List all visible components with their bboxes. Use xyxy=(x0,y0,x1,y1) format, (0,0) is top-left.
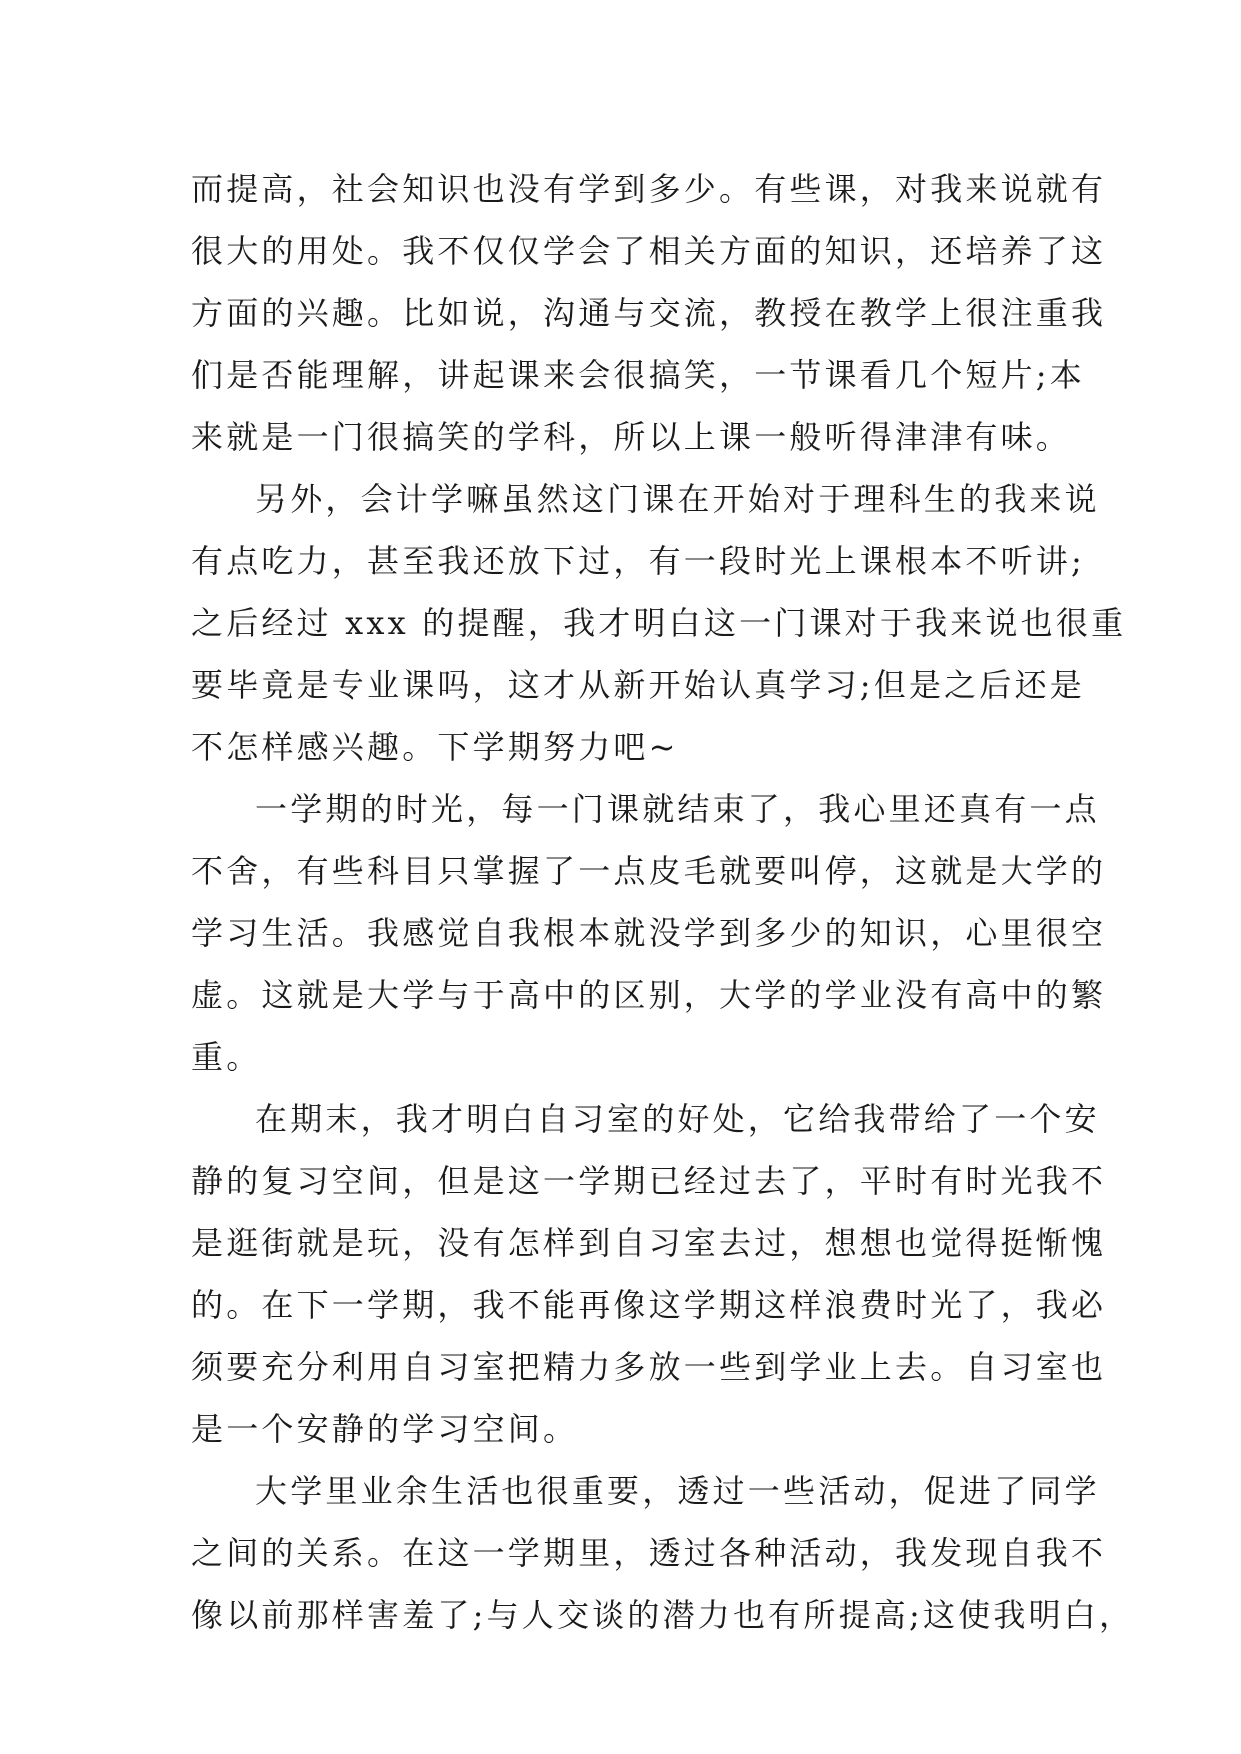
text-line: 的。在下一学期，我不能再像这学期这样浪费时光了，我必 xyxy=(191,1286,1107,1324)
paragraph-first-line: 另外，会计学嘛虽然这门课在开始对于理科生的我来说 xyxy=(255,480,1100,518)
text-line: 很大的用处。我不仅仅学会了相关方面的知识，还培养了这 xyxy=(191,232,1107,270)
text-line: 是逛街就是玩，没有怎样到自习室去过，想想也觉得挺惭愧 xyxy=(191,1224,1107,1262)
text-line: 是一个安静的学习空间。 xyxy=(191,1410,579,1448)
text-line: 来就是一门很搞笑的学科，所以上课一般听得津津有味。 xyxy=(191,418,1072,456)
document-page xyxy=(191,158,1135,1646)
text-line: 们是否能理解，讲起课来会很搞笑，一节课看几个短片;本 xyxy=(191,356,1085,394)
text-line: 学习生活。我感觉自我根本就没学到多少的知识，心里很空 xyxy=(191,914,1107,952)
paragraph-first-line: 在期末，我才明白自习室的好处，它给我带给了一个安 xyxy=(255,1100,1100,1138)
text-line: 虚。这就是大学与于高中的区别，大学的学业没有高中的繁 xyxy=(191,976,1107,1014)
text-line: 不舍，有些科目只掌握了一点皮毛就要叫停，这就是大学的 xyxy=(191,852,1107,890)
text-line: 有点吃力，甚至我还放下过，有一段时光上课根本不听讲; xyxy=(191,542,1085,580)
text-line: 静的复习空间，但是这一学期已经过去了，平时有时光我不 xyxy=(191,1162,1107,1200)
text-line: 而提高，社会知识也没有学到多少。有些课，对我来说就有 xyxy=(191,170,1107,208)
text-line: 方面的兴趣。比如说，沟通与交流，教授在教学上很注重我 xyxy=(191,294,1107,332)
paragraph-first-line: 大学里业余生活也很重要，透过一些活动，促进了同学 xyxy=(255,1472,1100,1510)
text-line: 之间的关系。在这一学期里，透过各种活动，我发现自我不 xyxy=(191,1534,1107,1572)
text-line: 须要充分利用自习室把精力多放一些到学业上去。自习室也 xyxy=(191,1348,1107,1386)
text-line: 要毕竟是专业课吗，这才从新开始认真学习;但是之后还是 xyxy=(191,666,1085,704)
text-line: 之后经过 xxx 的提醒，我才明白这一门课对于我来说也很重 xyxy=(191,604,1127,642)
text-line: 不怎样感兴趣。下学期努力吧~ xyxy=(191,728,679,766)
paragraph-first-line: 一学期的时光，每一门课就结束了，我心里还真有一点 xyxy=(255,790,1100,828)
text-line: 重。 xyxy=(191,1038,262,1076)
text-line: 像以前那样害羞了;与人交谈的潜力也有所提高;这使我明白， xyxy=(191,1596,1135,1634)
